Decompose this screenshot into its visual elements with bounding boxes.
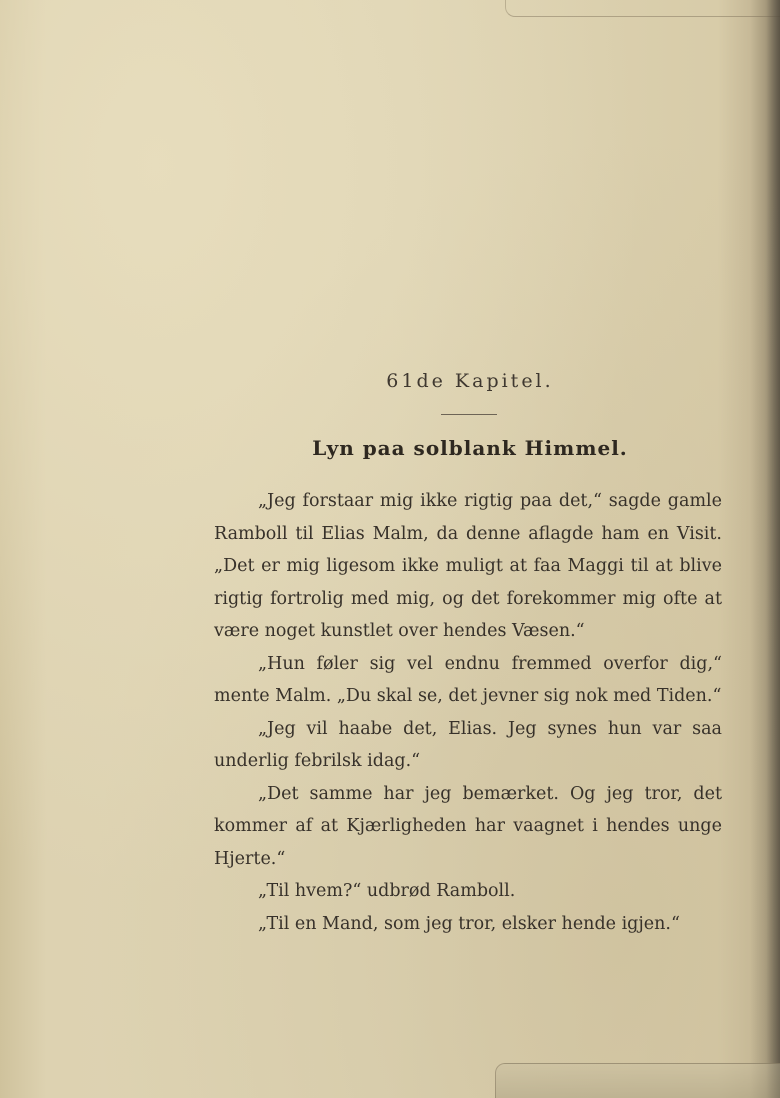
paragraph: „Hun føler sig vel endnu fremmed overfor dig,“ mente Malm. „Du skal se, det jevner sig nok med Tiden.“	[214, 653, 722, 706]
page-edge-top	[505, 0, 780, 17]
paragraph: „Jeg forstaar mig ikke rigtig paa det,“ sagde gamle Ramboll til Elias Malm, da denne aflagde ham en Visit. „Det er mig ligesom ikke muligt at faa Maggi til at blive rigtig fortrolig med mig, og det forekommer mig ofte at være noget kunstlet over hendes Væsen.“	[214, 491, 722, 641]
paragraph: „Til hvem?“ udbrød Ramboll.	[258, 881, 516, 901]
chapter-title: Lyn paa solblank Himmel.	[312, 436, 628, 460]
paragraph: „Jeg vil haabe det, Elias. Jeg synes hun var saa underlig febrilsk idag.“	[214, 718, 722, 771]
paragraph: „Til en Mand, som jeg tror, elsker hende igjen.“	[258, 913, 680, 934]
paragraph: „Det samme har jeg bemærket. Og jeg tror, det kommer af at Kjærligheden har vaagnet i hendes unge Hjerte.“	[214, 783, 722, 869]
page-edge-bottom	[495, 1063, 780, 1098]
title-divider	[441, 414, 497, 415]
chapter-heading: 61de Kapitel.	[386, 370, 554, 392]
body-text	[214, 485, 722, 940]
page-edge-right	[750, 0, 780, 1098]
